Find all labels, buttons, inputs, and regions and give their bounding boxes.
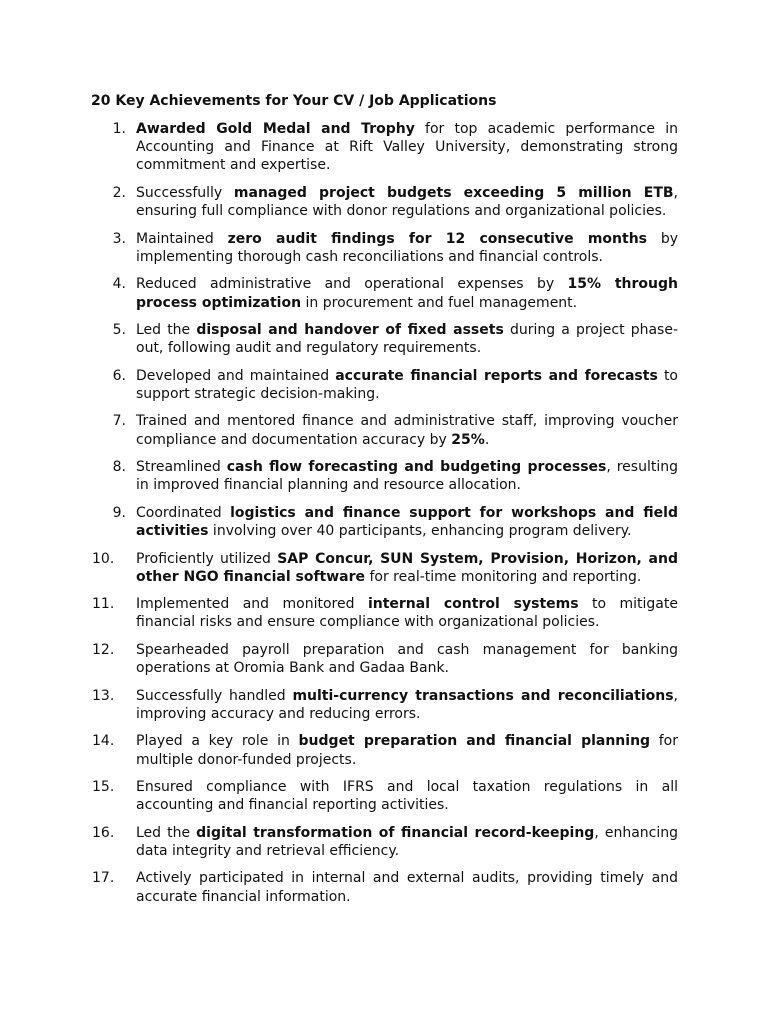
list-item [92, 778, 678, 814]
list-item [92, 824, 678, 860]
list-item-number: 2. [112, 184, 126, 201]
body-text: Successfully [136, 184, 234, 201]
list-item [92, 504, 678, 540]
body-text: for top academic performance in Accounting and Finance at Rift Valley University, demonstrating strong commitment and expertise. [136, 121, 678, 174]
bold-text: multi-currency transactions and reconciliations [292, 687, 674, 704]
bold-text: 25% [451, 431, 485, 448]
list-item-number: 13. [92, 687, 115, 704]
bold-text: managed project budgets exceeding 5 million ETB [233, 184, 674, 201]
bold-text: cash flow forecasting and budgeting processes [226, 459, 607, 476]
list-item [92, 230, 678, 266]
body-text: Actively participated in internal and external audits, providing timely and accurate financial information. [136, 870, 678, 905]
body-text: Spearheaded payroll preparation and cash management for banking operations at Oromia Bank and Gadaa Bank. [136, 641, 678, 677]
body-text: , resulting in improved financial planning and resource allocation. [136, 459, 678, 494]
list-item-number: 4. [112, 276, 126, 293]
body-text: for multiple donor-funded projects. [136, 733, 679, 768]
list-item-number: 14. [92, 733, 115, 750]
list-item-number: 7. [112, 413, 126, 430]
list-item [92, 184, 678, 220]
body-text: Led the [136, 824, 197, 841]
body-text: Ensured compliance with IFRS and local taxation regulations in all accounting and financial reporting activities. [136, 779, 678, 814]
body-text: Proficiently utilized [136, 550, 278, 567]
list-item [92, 732, 678, 768]
bold-text: disposal and handover of fixed assets [196, 322, 504, 339]
list-item-number: 16. [92, 824, 115, 841]
list-item [92, 641, 678, 677]
list-item [92, 367, 678, 403]
body-text: Streamlined [136, 459, 227, 476]
body-text: by implementing thorough cash reconciliations and financial controls. [136, 230, 678, 265]
list-item-number: 15. [92, 779, 115, 796]
list-item [92, 550, 678, 586]
bold-text: budget preparation and financial planning [298, 733, 651, 750]
list-item [92, 412, 678, 448]
body-text: Maintained [136, 230, 228, 247]
body-text: Coordinated [136, 504, 231, 521]
bold-text: logistics and finance support for workshops and field activities [136, 504, 678, 540]
list-item-number: 17. [92, 870, 115, 887]
list-item-number: 6. [112, 367, 126, 384]
bold-text: Awarded Gold Medal and Trophy [136, 121, 415, 137]
body-text: during a project phase-out, following audit and regulatory requirements. [136, 322, 679, 357]
list-item [92, 687, 678, 723]
body-text: Implemented and monitored [136, 596, 368, 613]
achievements-list [92, 120, 678, 915]
body-text: , improving accuracy and reducing errors. [136, 687, 678, 722]
list-item [92, 321, 678, 357]
list-item-number: 10. [92, 550, 115, 567]
body-text: , ensuring full compliance with donor regulations and organizational policies. [136, 184, 678, 220]
list-item-number: 3. [112, 230, 126, 247]
list-item-number: 11. [92, 596, 115, 613]
list-item-number: 1. [112, 121, 126, 137]
bold-text: accurate financial reports and forecasts [335, 367, 658, 384]
body-text: Played a key role in [136, 733, 299, 750]
body-text: Led the [136, 322, 197, 339]
bold-text: SAP Concur, SUN System, Provision, Horizon, and other NGO financial software [136, 550, 678, 585]
list-item [92, 869, 678, 905]
bold-text: digital transformation of financial record-keeping [196, 824, 595, 841]
bold-text: internal control systems [367, 596, 579, 613]
list-item-number: 5. [112, 322, 126, 339]
list-item [92, 120, 678, 175]
list-item [92, 595, 678, 631]
list-item [92, 275, 678, 311]
body-text: involving over 40 participants, enhancing program delivery. [208, 523, 632, 540]
body-text: Developed and maintained [136, 367, 336, 384]
list-item [92, 458, 678, 494]
body-text: to mitigate financial risks and ensure compliance with organizational policies. [136, 596, 678, 631]
list-item-number: 8. [112, 459, 126, 476]
body-text: . [484, 431, 490, 448]
body-text: to support strategic decision-making. [136, 367, 678, 402]
body-text: Successfully handled [136, 687, 293, 704]
bold-text: zero audit findings for 12 consecutive months [227, 230, 647, 247]
body-text: Trained and mentored finance and administrative staff, improving voucher compliance and documentation accuracy by [136, 413, 678, 448]
body-text: Reduced administrative and operational expenses by [136, 276, 568, 293]
list-item-number: 9. [112, 504, 126, 521]
body-text: , enhancing data integrity and retrieval efficiency. [136, 824, 678, 859]
bold-text: 15% through process optimization [136, 276, 678, 311]
list-item-number: 12. [92, 641, 115, 658]
document-title: 20 Key Achievements for Your CV / Job Applications [91, 93, 497, 109]
body-text: for real-time monitoring and reporting. [365, 568, 642, 585]
body-text: in procurement and fuel management. [301, 294, 578, 311]
